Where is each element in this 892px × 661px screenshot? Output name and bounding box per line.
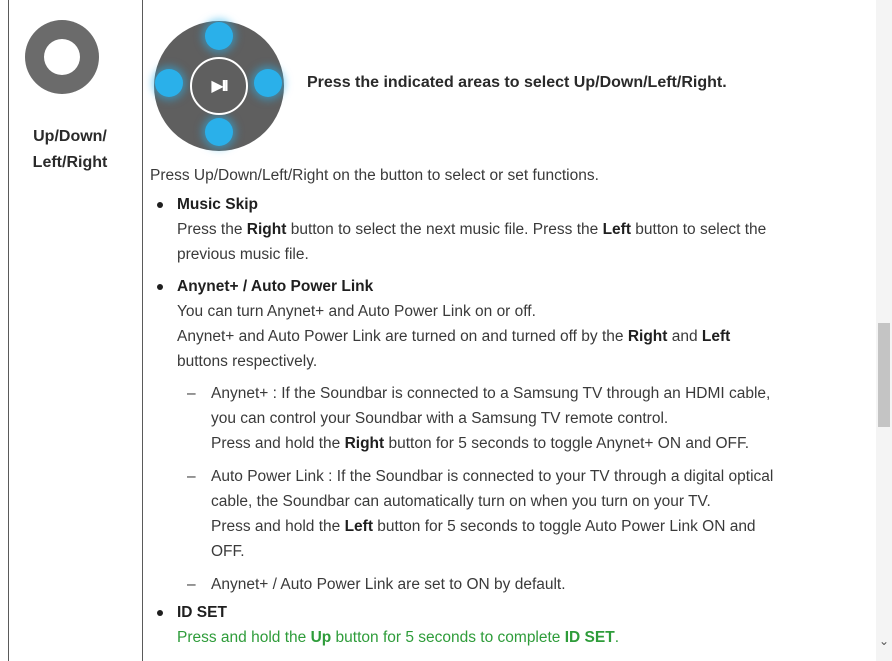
- anynet-title: Anynet+ / Auto Power Link: [150, 274, 850, 299]
- label-line-1: Up/Down/: [33, 128, 107, 145]
- right-indicator-icon: [254, 69, 282, 97]
- anynet-dash-item: [150, 381, 850, 456]
- music-skip-title: Music Skip: [150, 192, 850, 217]
- auto-power-line-2: cable, the Soundbar can automatically turn on when you turn on your TV.: [211, 493, 711, 510]
- dpad-icon: [154, 21, 284, 151]
- function-name-cell: [8, 0, 142, 661]
- ring-button-icon: [25, 20, 99, 94]
- music-skip-section: [150, 192, 850, 267]
- auto-power-dash-item: [150, 464, 850, 564]
- auto-power-line-4: OFF.: [211, 543, 245, 560]
- anynet-dash-line-2: you can control your Soundbar with a Samsung TV remote control.: [211, 410, 669, 427]
- dash-mark: –: [187, 468, 196, 485]
- music-skip-line-2: previous music file.: [177, 246, 309, 263]
- id-set-section: [150, 600, 850, 650]
- id-set-line: Press and hold the Up button for 5 seconds to complete ID SET.: [177, 629, 619, 646]
- play-pause-icon: ▶II: [190, 57, 248, 115]
- up-indicator-icon: [205, 22, 233, 50]
- auto-power-line-3: Press and hold the Left button for 5 seconds to toggle Auto Power Link ON and: [211, 518, 756, 535]
- chevron-down-icon[interactable]: ⌄: [879, 634, 890, 648]
- dash-mark: –: [187, 576, 196, 593]
- id-set-title: ID SET: [150, 600, 850, 625]
- function-name-label: [8, 124, 132, 176]
- default-line: – Anynet+ / Auto Power Link are set to ON by default.: [150, 572, 850, 597]
- scrollbar-thumb[interactable]: [878, 323, 890, 427]
- anynet-line-2: Anynet+ and Auto Power Link are turned on and turned off by the Right and Left: [177, 328, 731, 345]
- anynet-dash-line-1: – Anynet+ : If the Soundbar is connected to a Samsung TV through an HDMI cable,: [150, 381, 850, 406]
- default-dash-item: [150, 572, 850, 597]
- anynet-line-3: buttons respectively.: [177, 353, 318, 370]
- anynet-dash-line-3: Press and hold the Right button for 5 seconds to toggle Anynet+ ON and OFF.: [211, 435, 750, 452]
- auto-power-line-1: – Auto Power Link : If the Soundbar is connected to your TV through a digital optical: [150, 464, 850, 489]
- dash-mark: –: [187, 385, 196, 402]
- down-indicator-icon: [205, 118, 233, 146]
- table-border-middle: [142, 0, 143, 661]
- intro-text: Press Up/Down/Left/Right on the button to select or set functions.: [150, 167, 599, 184]
- anynet-line-1: You can turn Anynet+ and Auto Power Link on or off.: [177, 303, 536, 320]
- music-skip-line-1: Press the Right button to select the next music file. Press the Left button to select the: [177, 221, 767, 238]
- label-line-2: Left/Right: [32, 154, 108, 171]
- left-indicator-icon: [155, 69, 183, 97]
- vertical-scrollbar[interactable]: [876, 0, 892, 661]
- anynet-section: [150, 274, 850, 374]
- dpad-caption: Press the indicated areas to select Up/Down/Left/Right.: [307, 74, 727, 91]
